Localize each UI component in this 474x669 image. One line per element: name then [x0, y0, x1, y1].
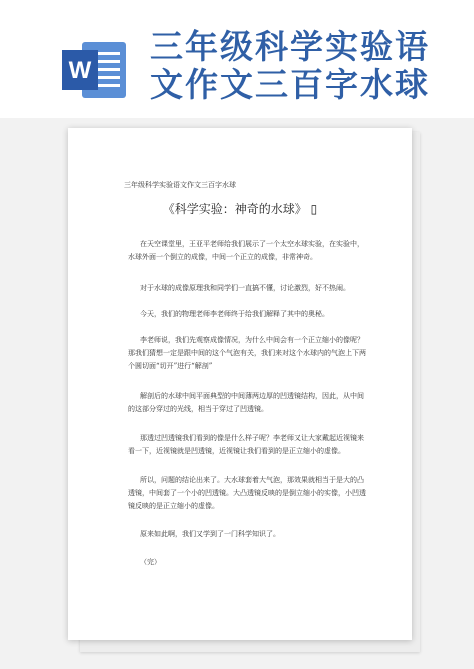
banner-title-line-1: 三年级科学实验语: [150, 27, 430, 66]
banner-title: [150, 28, 465, 104]
paragraph-6: 那透过凹透镜我们看到的像是什么样子呢？李老师又让大家戴起近视镜来看一下，近视镜就是凹透镜，近视镜让我们看到的是正立缩小的虚像。: [128, 434, 364, 455]
doc-title: 《科学实验：神奇的水球》 ▯: [162, 202, 318, 216]
paragraph-1: 在天空课堂里，王亚平老师给我们展示了一个太空水球实验，在实验中，水球外面一个倒立的成像，中间一个正立的成像，非常神奇。: [128, 240, 364, 261]
banner: [0, 0, 474, 115]
paragraph-7: 所以，问题的结论出来了。大水球套着大气泡，那效果就相当于是大的凸透镜，中间套了一个小的凹透镜。大凸透镜反映的是倒立缩小的实像，小凹透镜反映的是正立缩小的虚像。: [128, 476, 366, 510]
paragraph-end: （完）: [140, 558, 161, 566]
word-document-icon: [60, 38, 128, 102]
paragraph-5: 解剖后的水球中间平面典型的中间薄两边厚的凹透镜结构，因此，从中间的这部分穿过的光线，相当于穿过了凹透镜。: [128, 392, 364, 413]
paragraph-2: 对于水球的成像原理我和同学们一直搞不懂，讨论激烈，好不热闹。: [140, 284, 350, 292]
doc-header: 三年级科学实验语文作文三百字水球: [124, 181, 236, 189]
document-page: [68, 128, 412, 640]
paragraph-4: 李老师说，我们先观察成像情况，为什么中间会有一个正立缩小的像呢？那我们猜想一定是跟中间的这个气泡有关，我们来对这个水球内的气泡上下两个圆切面“切开”进行“解剖”: [128, 336, 366, 370]
banner-title-line-2: 文作文三百字水球: [150, 65, 430, 104]
paragraph-8: 原来如此啊，我们又学到了一门科学知识了。: [140, 530, 280, 538]
paragraph-3: 今天，我们的物理老师李老师终于给我们解释了其中的奥秘。: [140, 310, 329, 318]
logo-letter: W: [68, 57, 92, 84]
